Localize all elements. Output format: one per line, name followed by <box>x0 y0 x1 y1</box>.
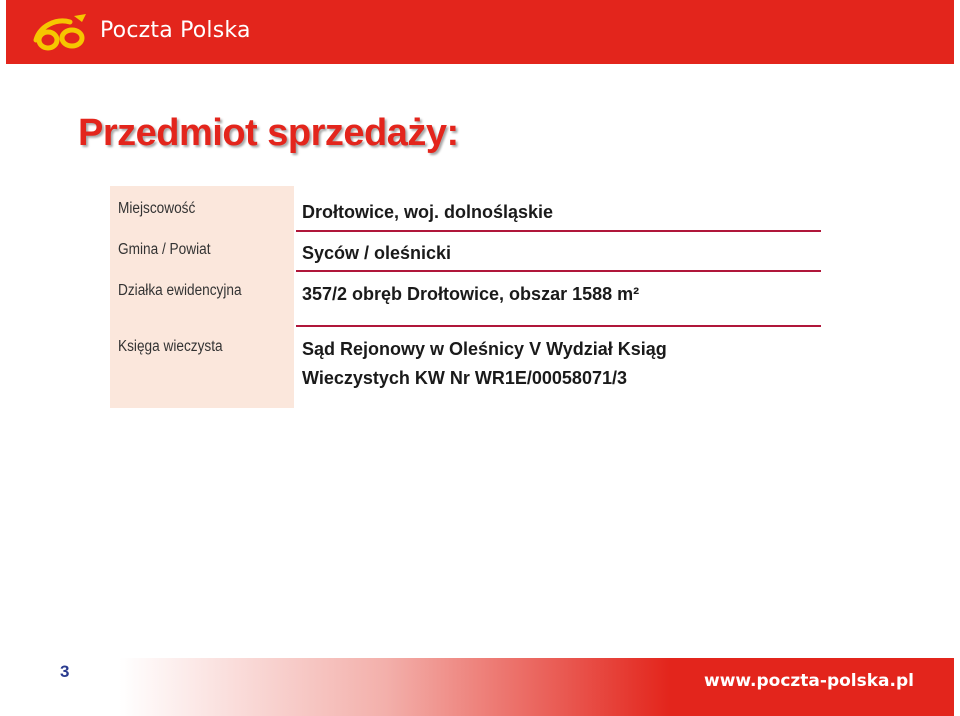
value-gmina-powiat: Syców / oleśnicki <box>302 243 452 263</box>
value-dzialka: 357/2 obręb Drołtowice, obszar 1588 m² <box>302 284 640 304</box>
page-title: Przedmiot sprzedaży: <box>78 112 459 154</box>
brand-name: Poczta Polska <box>100 18 251 43</box>
footer-bar <box>6 658 954 716</box>
value-miejscowosc: Drołtowice, woj. dolnośląskie <box>302 202 554 222</box>
header-banner <box>6 0 954 64</box>
row-divider <box>296 230 821 232</box>
label-miejscowosc: Miejscowość <box>118 200 196 217</box>
label-gmina-powiat: Gmina / Powiat <box>118 241 211 258</box>
row-divider <box>296 325 821 327</box>
poczta-polska-horn-icon <box>30 10 94 54</box>
footer-url: www.poczta-polska.pl <box>704 671 914 691</box>
value-ksiega-line2: Wieczystych KW Nr WR1E/00058071/3 <box>302 368 627 388</box>
page-number: 3 <box>60 662 70 681</box>
row-divider <box>296 270 821 272</box>
label-dzialka: Działka ewidencyjna <box>118 282 242 299</box>
value-ksiega-line1: Sąd Rejonowy w Oleśnicy V Wydział Ksiąg <box>302 339 667 359</box>
label-ksiega: Księga wieczysta <box>118 338 223 355</box>
